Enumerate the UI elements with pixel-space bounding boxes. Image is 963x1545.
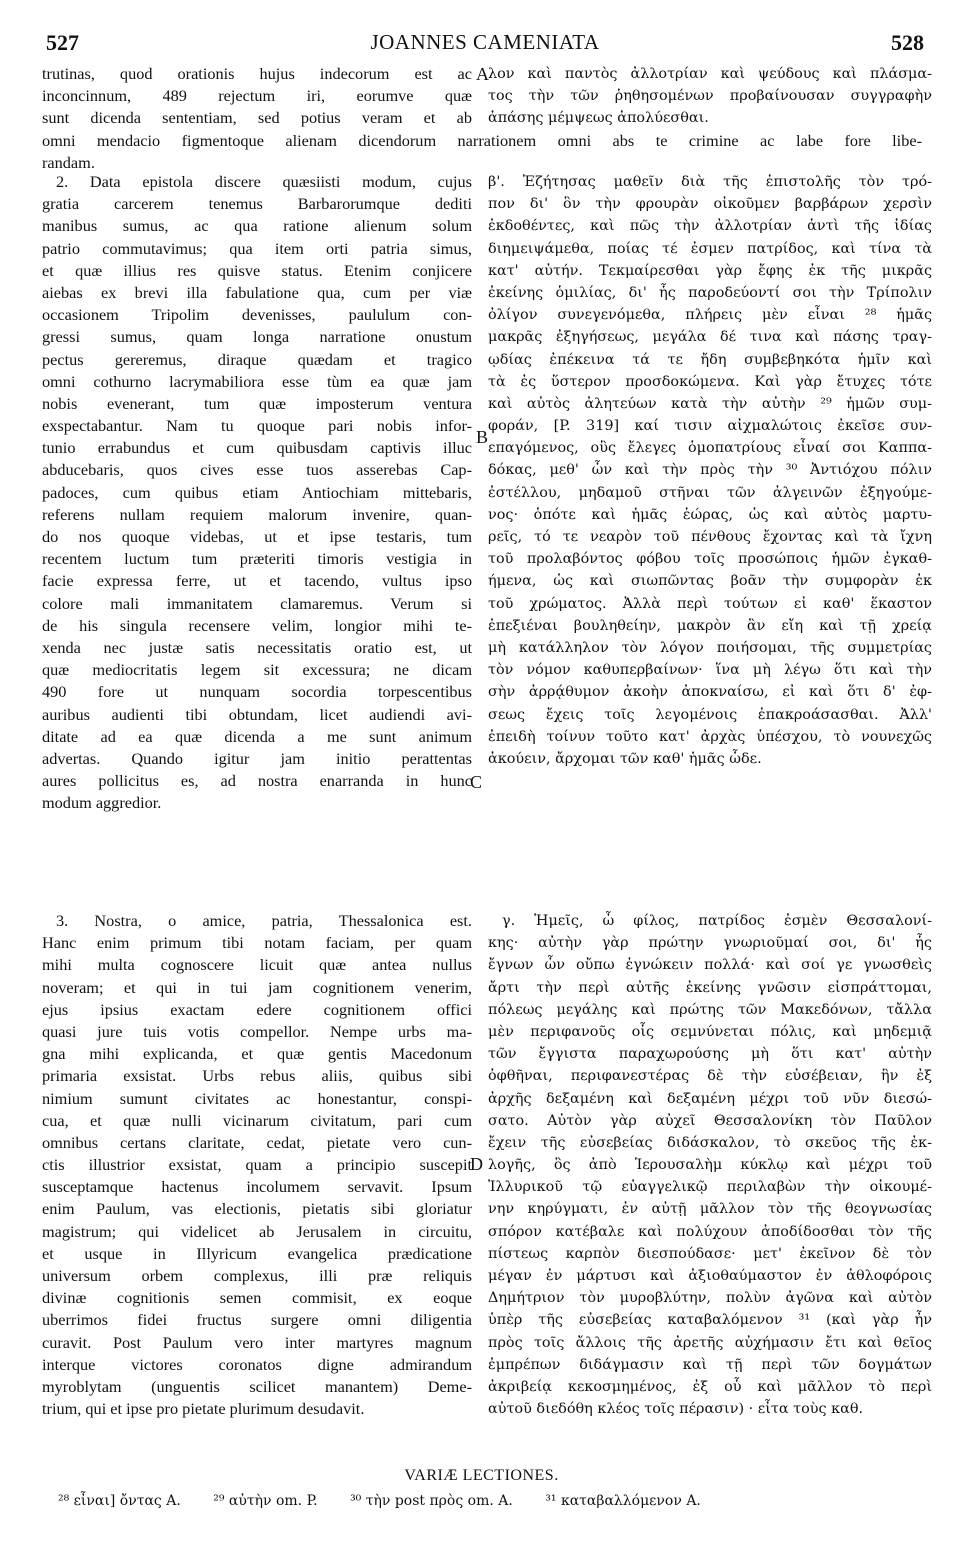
text-line: ἄρτι τὴν περὶ αὐτῆς ἐκείνης γνῶσιν εἰσπράττομαι,	[488, 979, 932, 996]
margin-marker-d: D	[470, 1154, 483, 1174]
text-line: Δημήτριον τὸν μυροβλύτην, πολὺν ἀγῶνα καὶ αὐτὸν	[488, 1290, 932, 1307]
text-line: μακρᾶς ἐξηγήσεως, μεγάλα δέ τινα καὶ πάσης τραγ-	[488, 329, 932, 346]
running-title: JOANNES CAMENIATA	[370, 30, 600, 54]
text-line: trutinas, quod orationis hujus indecorum est ac	[42, 64, 472, 83]
text-line: padoces, cum quibus etiam Antiochiam mittebaris,	[42, 482, 472, 502]
text-line: τὰ ἐς ὕστερον προσδοκώμενα. Καὶ γὰρ ἔτυχες τότε	[488, 373, 932, 390]
text-line: omni cothurno lacrymabiliora esse tùm ea quæ jam	[42, 371, 472, 391]
text-line: manibus sumus, ac qua ratione alienum solum	[42, 216, 472, 236]
text-line: modum aggredior.	[42, 793, 162, 813]
text-line: divinæ cognitionis semen commisit, ex eoque	[42, 1288, 472, 1308]
text-line: occasionem Tripolim devenisses, paululum con-	[42, 305, 472, 325]
text-line: curavit. Post Paulum vero inter martyres magnum	[42, 1332, 472, 1352]
text-line: ήμενα, ὡς καὶ σιωπῶντας βοᾶν τὴν συμφορὰν ἐκ	[488, 573, 932, 590]
text-line: πρὸς τοῖς ἄλλοις τῆς ἀρετῆς αὐχήμασιν ἔτι καὶ θεῖος	[488, 1334, 932, 1351]
text-line: de his singula recensere velim, longior mihi te-	[42, 615, 472, 635]
text-line: colore mali immanitatem clamaremus. Verum si	[42, 593, 472, 613]
right-page-number: 528	[891, 30, 924, 55]
text-line: do nos quoque videbas, ut et ipse testaris, tum	[42, 527, 472, 546]
text-line: 3. Nostra, o amice, patria, Thessalonica est.	[56, 911, 472, 930]
text-line: μὲν περιφανοῦς οἷς σεμνύνεται πόλις, καὶ μηδεμιᾷ	[488, 1023, 932, 1040]
text-line: universum orbem complexus, illi præ reliquis	[42, 1266, 472, 1285]
text-line: nobis evenerant, tum quæ imposterum ventura	[42, 393, 472, 413]
text-line: κατ' αὐτήν. Τεκμαίρεσθαι γὰρ ἔφης ἐκ τῆς μικρᾶς	[488, 262, 932, 279]
text-line: mihi multa cognoscere licuit quæ antea nullus	[42, 955, 472, 975]
text-line: nimium sumunt civitates ac honestantur, conspi-	[42, 1088, 472, 1108]
text-line: νην κηρύγματι, ἐν αὐτῇ μᾶλλον τὸν τῆς θεογνωσίας	[488, 1201, 932, 1218]
variae-lectiones-heading: VARIÆ LECTIONES.	[404, 1467, 559, 1484]
margin-marker-b: B	[476, 427, 489, 447]
text-line: τος τὴν τῶν ῥηθησομένων προβαίνουσαν συγγραφὴν	[488, 88, 932, 105]
text-line: aiebas ex brevi illa fabulatione qua, cum per viæ	[42, 282, 472, 302]
text-line: ejus ipsius exactam edere cognitionem offici	[42, 999, 472, 1019]
text-line: omnibus certans claritate, cedat, pietate vero cun-	[42, 1132, 472, 1152]
text-line: recentem luctum tum præteriti timoris vestigia in	[42, 549, 472, 569]
text-line: gna mihi explicanda, et quæ gentis Macedonum	[42, 1044, 472, 1064]
text-line: πον δι' ὃν τὴν φρουρὰν οἰκοῦμεν βαρβάρων χερσὶν	[488, 196, 932, 213]
text-line: xenda nec justæ satis necessitatis oratio est, ut	[42, 637, 472, 657]
text-line: καὶ αὐτὸς ἀλητεύων κατὰ τὴν αὐτὴν ²⁹ ἡμῶν συμ-	[488, 395, 932, 412]
footnote-31: ³¹ καταβαλλόμενον A.	[545, 1493, 701, 1509]
text-line: 2. Data epistola discere quæsiisti modum, cujus	[56, 172, 472, 191]
text-line: aures pollicitus es, ad nostra enarranda in hunc	[42, 771, 472, 791]
text-line: exspectabantur. Nam tu quoque pari nobis infor-	[42, 416, 472, 436]
latin-section-3	[42, 910, 472, 1420]
text-line: επαγόμενος, οὓς ἔλεγες ὁμοπατρίους εἶναί σοι Καππα-	[488, 440, 932, 457]
text-line: ἐστέλλου, μηδαμοῦ στῆναι τῶν ἀλγεινῶν ἐξηγούμε-	[488, 484, 932, 501]
text-line: sunt dicenda sententiam, sed potius veram et ab	[42, 108, 472, 128]
text-line: auribus audienti tibi obtundam, licet audiendi avi-	[42, 704, 472, 724]
text-line: ἐπειδὴ τοίνυν τοῦτο κατ' ἀρχὰς ὑπέσχου, τὸ νουνεχῶς	[488, 728, 932, 745]
text-line: pectus gereremus, diraque quædam et tragico	[42, 349, 472, 369]
text-line: ἀπάσης μέμψεως ἀπολύεσθαι.	[488, 110, 709, 127]
text-line: σεως ἔχεις τοῖς λεγομένοις ἐπακροάσασθαι. Ἀλλ'	[488, 706, 932, 723]
text-line: μέγαν ἐν μάρτυσι καὶ ἀξιοθαύμαστον ἐν ἀθλοφόροις	[488, 1268, 932, 1284]
text-line: abducebaris, quos cives esse tuos asserebas Cap-	[42, 460, 472, 480]
text-line: τοῦ χρώματος. Ἀλλὰ περὶ τούτων εἰ καθ' ἕκαστον	[488, 595, 932, 612]
footnotes	[58, 1493, 938, 1509]
text-line: ditate ad ea quæ dicenda a me sunt animum	[42, 726, 472, 746]
text-line: σπόρον κατέβαλε καὶ πολύχουν ἀποδίδοσθαι τὸν τῆς	[488, 1223, 932, 1240]
text-line: et usque in Illyricum evangelica prædicatione	[42, 1243, 472, 1263]
text-line: τῶν ἔγγιστα παραχωρούσης μὴ ὅτι κατ' αὐτὴν	[488, 1046, 932, 1063]
text-line: quæ mediocritatis legem sit excessura; ne dicam	[42, 660, 472, 680]
text-line: randam.	[42, 152, 95, 172]
text-line: 490 fore ut nunquam socordia torpescentibus	[42, 682, 472, 702]
text-line: gressi sumus, quam longa narratione onustum	[42, 327, 472, 347]
text-line: λογῆς, ὃς ἀπὸ Ἱερουσαλὴμ κύκλῳ καὶ μέχρι τοῦ	[488, 1157, 932, 1174]
text-line: πίστεως καρπὸν διεσπούδασε· μετ' ἐκεῖνον δὲ τὸν	[488, 1245, 932, 1262]
text-line: αὐτοῦ διεδόθη κλέος τοῖς πέρασιν) · εἶτα τοὺς καθ.	[488, 1401, 864, 1418]
text-line: cua, et quæ nulli vicinarum civitatum, pari cum	[42, 1110, 472, 1130]
text-line: advertas. Quando igitur jam initio perattentas	[42, 748, 472, 768]
text-line: ἔγνων ὧν οὔπω ἐγνώκειν πολλά· καὶ σοί γε γνωσθεὶς	[488, 957, 932, 974]
text-line: ὑπὲρ τῆς εὐσεβείας καταβαλόμενον ³¹ (καὶ γὰρ ἦν	[488, 1312, 932, 1329]
text-line: κης· αὐτὴν γὰρ πρώτην γνωριοῦμαί σοι, δι' ἧς	[488, 935, 932, 952]
text-line: διημειψάμεθα, ποίας τέ ἐσμεν πατρίδος, καὶ τίνα τὰ	[488, 240, 932, 257]
text-line: ἐμπρέπων διδάγμασιν καὶ τῇ περὶ τῶν δογμάτων	[488, 1356, 932, 1373]
text-line: μὴ κατάλληλον τὸν λόγον ποιήσομαι, τῆς συμμετρίας	[488, 639, 932, 656]
text-line: ρεῖς, τό τε νεαρὸν τοῦ πένθους ἔχοντας καὶ τὰ ἴχνη	[488, 529, 932, 545]
text-line: ἐκδοθέντες, καὶ πῶς τὴν ἀλλοτρίαν ἀντὶ τῆς ἰδίας	[488, 218, 932, 235]
text-line: ἐκείνης ὁμιλίας, δι' ἧς παροδεύοντί σοι τὴν Τρίπολιν	[488, 284, 932, 301]
footnote-28: ²⁸ εἶναι] ὄντας A.	[58, 1493, 181, 1509]
text-line: ὀλίγον συνεγενόμεθα, πλήρεις μὲν εἶναι ²⁸ ἡμᾶς	[488, 307, 932, 324]
text-line: ὀφθῆναι, περιφανεστέρας δὲ τὴν εὐσέβειαν, ἣν ἐξ	[488, 1068, 932, 1085]
margin-marker-c: C	[470, 772, 483, 792]
text-line: trium, qui et ipse pro pietate plurimum desudavit.	[42, 1399, 365, 1419]
text-line-full-width: omni mendacio figmentoque alienam dicendorum narrationem omni abs te crimine ac labe fore libe-	[42, 130, 922, 150]
text-line: interque victores coronatos digne admirandum	[42, 1354, 472, 1374]
text-line: λον καὶ παντὸς ἀλλοτρίαν καὶ ψεύδους καὶ πλάσμα-	[488, 66, 932, 82]
text-line: ἔχειν τῆς εὐσεβείας διδάσκαλον, τὸ σκεῦος τῆς ἐκ-	[488, 1134, 932, 1151]
text-line: referens nullam requiem malorum invenire, quan-	[42, 504, 472, 524]
margin-marker-a: A	[476, 64, 489, 84]
text-line: noveram; et qui in tui jam cognitionem venerim,	[42, 977, 472, 997]
text-line: myroblytam (unguentis scilicet manantem) Deme-	[42, 1376, 472, 1396]
text-line: πόλεως μεγάλης καὶ πρώτης τῶν Μακεδόνων, τἄλλα	[488, 1001, 932, 1018]
text-line: σὴν ἀρρᾴθυμον ἀκοὴν ἀποκναίσω, εἰ καὶ ὅτι δ' ἐφ-	[488, 684, 932, 701]
text-line: primaria exsistat. Urbs rebus aliis, quibus sibi	[42, 1066, 472, 1086]
text-line: β'. Ἐζήτησας μαθεῖν διὰ τῆς ἐπιστολῆς τὸν τρό-	[488, 174, 932, 190]
text-line: ἀκριβείᾳ κεκοσμημένος, ἐξ οὗ καὶ μᾶλλον τὸ περὶ	[488, 1378, 932, 1395]
text-line: ῳδίας ἐπέκεινα τά τε ἤδη συμβεβηκότα ἡμῖν καὶ	[488, 351, 932, 368]
text-line: magistrum; qui videlicet ab Jerusalem in circuitu,	[42, 1221, 472, 1241]
footnote-30: ³⁰ τὴν post πρὸς om. A.	[350, 1493, 513, 1509]
text-line: enim Paulum, vas electionis, pietatis sibi gloriatur	[42, 1199, 472, 1219]
greek-intro	[488, 63, 932, 130]
left-page-number: 527	[46, 30, 79, 55]
text-line: Ἰλλυρικοῦ τῷ εὐαγγελικῷ περιλαβὼν τὴν οἰκουμέ-	[488, 1179, 932, 1196]
text-line: φοράν, [P. 319] καί τισιν αἰχμαλώτοις ἐκεῖσε συν-	[488, 418, 932, 435]
text-line: τὸν νόμον καθυπερβαίνων· ἵνα μὴ λέγω ὅτι καὶ τὴν	[488, 662, 932, 679]
text-line: ἀρχῆς δεξαμένη καὶ δεξαμένη μέχρι τοῦ νῦν διεσώ-	[488, 1090, 932, 1107]
text-line: facie expressa ferre, ut et tacendo, vultus ipso	[42, 571, 472, 591]
text-line: uberrimos fidei fructus surgere omni diligentia	[42, 1310, 472, 1330]
text-line: patrio commutavimus; qua item orti patria simus,	[42, 238, 472, 258]
text-line: tunio errabundus et cum quibusdam captivis illuc	[42, 438, 472, 458]
text-line: ctis illustrior exsistat, quam a principio suscepit	[42, 1155, 472, 1175]
greek-section-2	[488, 171, 932, 770]
text-line: susceptamque hactenus incolumem servavit. Ipsum	[42, 1177, 472, 1197]
text-line: gratia carcerem tenemus Barbarorumque dediti	[42, 194, 472, 214]
text-line: ἀκούειν, ἄρχομαι τῶν καθ' ἡμᾶς ὧδε.	[488, 750, 762, 767]
text-line: Hanc enim primum tibi notam faciam, per quam	[42, 933, 472, 953]
latin-section-2	[42, 171, 472, 814]
text-line: δόκας, μεθ' ὧν καὶ τὴν πρὸς τὴν ³⁰ Ἀντιόχου πόλιν	[488, 462, 932, 479]
text-line: τοῦ προλαβόντος φόβου τοῖς προσώποις ἡμῶν ἐγκαθ-	[488, 551, 932, 568]
greek-section-3	[488, 910, 932, 1420]
text-line: νος· ὁπότε καὶ ἡμᾶς ἑώρας, ὡς καὶ αὐτὸς μαρτυ-	[488, 506, 932, 523]
text-line: inconcinnum, 489 rejectum iri, eorumve quæ	[42, 86, 472, 106]
page-header	[46, 30, 924, 60]
footnote-29: ²⁹ αὐτὴν om. P.	[213, 1493, 318, 1509]
text-line: γ. Ἡμεῖς, ὦ φίλος, πατρίδος ἐσμὲν Θεσσαλονί-	[502, 913, 932, 929]
text-line: σατο. Αὐτὸν γὰρ αὐχεῖ Θεσσαλονίκη τὸν Παῦλον	[488, 1112, 932, 1129]
text-line: et quæ illius res quisve status. Etenim conjicere	[42, 260, 472, 280]
text-line: ἐπεξιέναι βουληθείην, μακρὸν ἂν εἴη καὶ τῇ χρείᾳ	[488, 617, 932, 634]
text-line: quasi jure tuis votis compellor. Nempe urbs ma-	[42, 1021, 472, 1041]
